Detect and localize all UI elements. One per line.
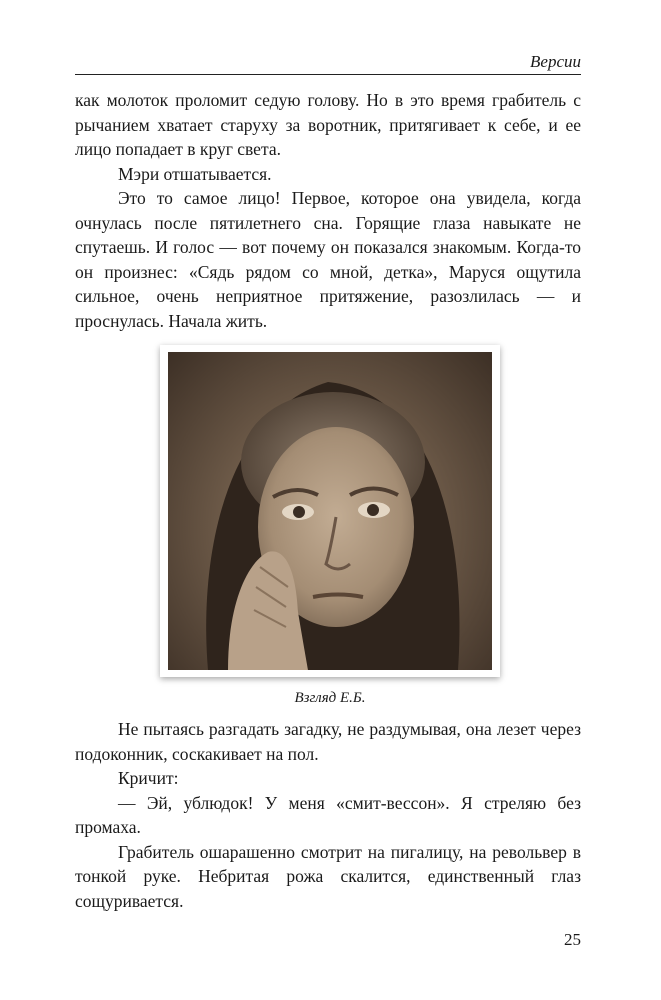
running-title: Версии [530, 52, 581, 71]
text-block-bottom [75, 717, 581, 913]
figure-caption: Взгляд Е.Б. [294, 690, 366, 706]
paragraph: Мэри отшатывается. [118, 163, 272, 184]
running-header [75, 52, 581, 75]
paragraph: как молоток проломит седую голову. Но в это время грабитель с рычанием хватает старуху за воротник, притягивает к себе, и ее лицо попадает в круг света. [75, 90, 581, 159]
figure-frame [160, 345, 500, 677]
portrait-illustration [168, 352, 492, 670]
paragraph: — Эй, ублюдок! У меня «смит-вессон». Я стреляю без промаха. [75, 792, 581, 837]
text-block-top [75, 88, 581, 333]
paragraph: Это то самое лицо! Первое, которое она увидела, когда очнулась после пятилетнего сна. Горящие глаза навыкате не спутаешь. И голос — вот почему он показался знакомым. Когда-то он произнес: «Сядь рядом со мной, детка», Маруся ощутила сильное, очень неприятное притяжение, разозлилась — и проснулась. Начала жить. [75, 188, 581, 331]
page-number: 25 [564, 930, 581, 949]
paragraph: Грабитель ошарашенно смотрит на пигалицу, на револьвер в тонкой руке. Небритая рожа скалится, единственный глаз сощуривается. [75, 841, 581, 911]
paragraph: Кричит: [118, 768, 179, 788]
paragraph: Не пытаясь разгадать загадку, не раздумывая, она лезет через подоконник, соскакивает на пол. [75, 719, 581, 764]
portrait-photo [168, 352, 492, 670]
